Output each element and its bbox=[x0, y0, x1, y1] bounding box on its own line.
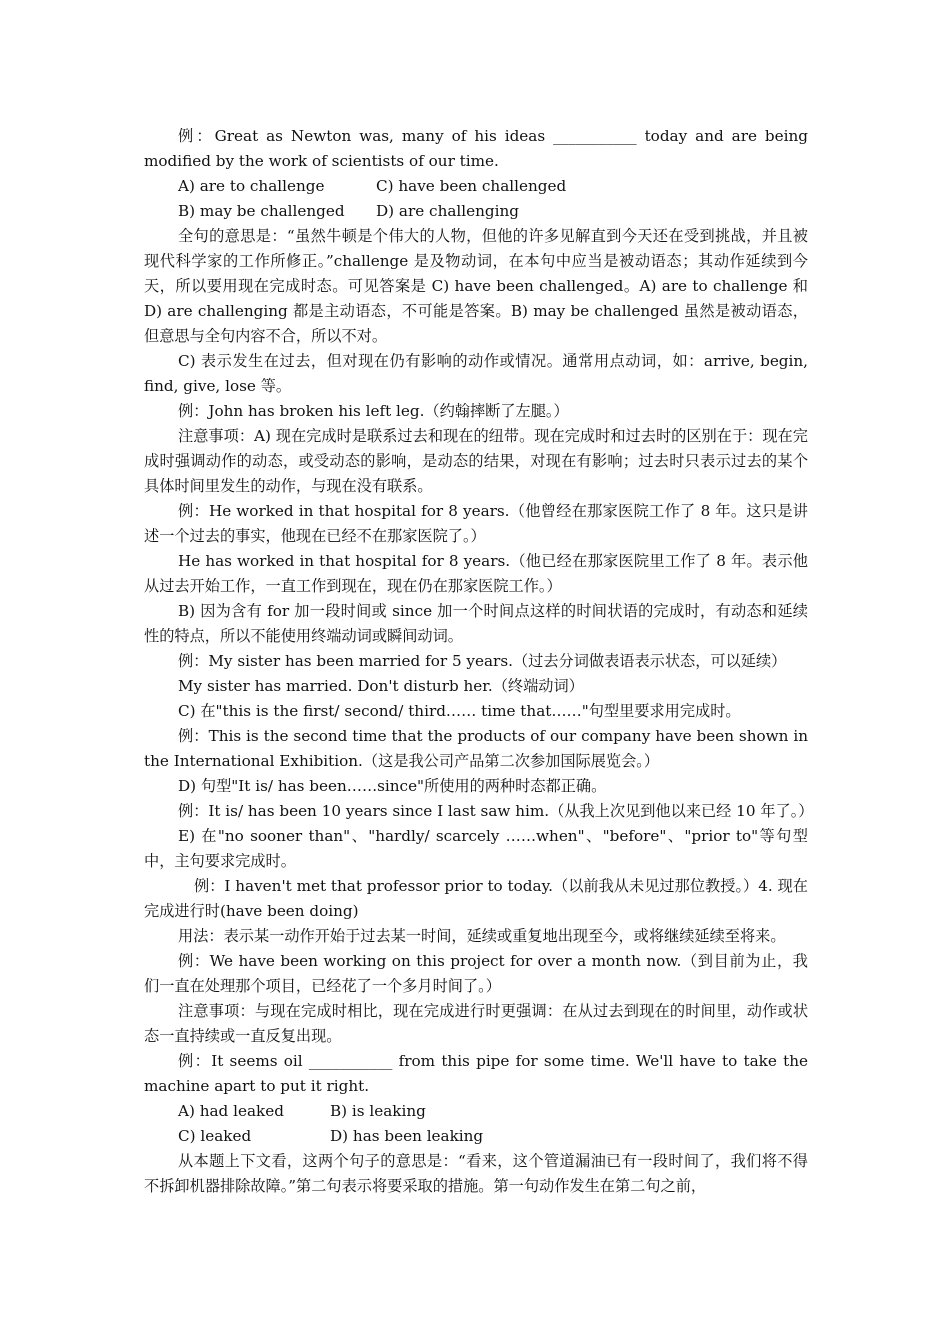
note-paragraph: 注意事项：与现在完成时相比，现在完成进行时更强调：在从过去到现在的时间里，动作或状态一直持续或一直反复出现。 bbox=[144, 1002, 808, 1045]
explanation-paragraph: 从本题上下文看，这两个句子的意思是：“看来，这个管道漏油已有一段时间了，我们将不得不拆卸机器排除故障。”第二句表示将要采取的措施。第一句动作发生在第二句之前， bbox=[144, 1152, 808, 1195]
example-paragraph: 例：We have been working on this project for over a month now.（到目前为止，我们一直在处理那个项目，已经花了一个多月时间了。） bbox=[144, 952, 808, 995]
example-paragraph: 例：I haven't met that professor prior to today.（以前我从未见过那位教授。）4. 现在完成进行时(have been doing) bbox=[144, 877, 808, 920]
example-paragraph: 例：This is the second time that the products of our company have been shown in the International Exhibition.（这是我公司产品第二次参加国际展览会。） bbox=[144, 727, 808, 770]
usage-paragraph: 用法：表示某一动作开始于过去某一时间，延续或重复地出现至今，或将继续延续至将来。 bbox=[178, 927, 786, 945]
option-d: D) has been leaking bbox=[330, 1127, 484, 1145]
rule-paragraph: D) 句型"It is/ has been……since"所使用的两种时态都正确。 bbox=[178, 777, 607, 795]
option-row bbox=[144, 1124, 808, 1149]
note-paragraph: 注意事项：A) 现在完成时是联系过去和现在的纽带。现在完成时和过去时的区别在于：现在完成时强调动作的动态，或受动态的影响，是动态的结果，对现在有影响；过去时只表示过去的某个具体时间里发生的动作，与现在没有联系。 bbox=[144, 427, 808, 495]
option-c: C) have been challenged bbox=[376, 177, 567, 195]
option-row bbox=[144, 199, 808, 224]
example-paragraph: 例：It is/ has been 10 years since I last saw him.（从我上次见到他以来已经 10 年了。） bbox=[178, 802, 814, 820]
option-row bbox=[144, 1099, 808, 1124]
usage-paragraph: C) 表示发生在过去，但对现在仍有影响的动作或情况。通常用点动词，如：arrive, begin, find, give, lose 等。 bbox=[144, 352, 808, 395]
rule-paragraph: E) 在"no sooner than"、"hardly/ scarcely ……when"、"before"、"prior to"等句型中，主句要求完成时。 bbox=[144, 827, 808, 870]
example-paragraph: 例：He worked in that hospital for 8 years.（他曾经在那家医院工作了 8 年。这只是讲述一个过去的事实，他现在已经不在那家医院了。） bbox=[144, 502, 808, 545]
example-paragraph: My sister has married. Don't disturb her.（终端动词） bbox=[178, 677, 584, 695]
option-a: A) are to challenge bbox=[178, 177, 325, 195]
example-question-oil: 例：It seems oil ___________ from this pipe for some time. We'll have to take the machine apart to put it right. bbox=[144, 1052, 808, 1095]
example-paragraph: 例：My sister has been married for 5 years.（过去分词做表语表示状态，可以延续） bbox=[178, 652, 787, 670]
option-d: D) are challenging bbox=[376, 202, 519, 220]
explanation-paragraph: 全句的意思是：“虽然牛顿是个伟大的人物，但他的许多见解直到今天还在受到挑战，并且被现代科学家的工作所修正。”challenge 是及物动词，在本句中应当是被动语态；其动作延续到今天，所以要用现在完成时态。可见答案是 C) have been challenged。A) are to challenge 和 D) are challenging 都是主动语态，不可能是答案。B) may be challenged 虽然是被动语态，但意思与全句内容不合，所以不对。 bbox=[144, 227, 808, 345]
rule-paragraph: B) 因为含有 for 加一段时间或 since 加一个时间点这样的时间状语的完成时，有动态和延续性的特点，所以不能使用终端动词或瞬间动词。 bbox=[144, 602, 808, 645]
option-b: B) may be challenged bbox=[178, 202, 345, 220]
example-question-newton: 例：Great as Newton was, many of his ideas ___________ today and are being modified by the work of scientists of our time. bbox=[144, 127, 808, 170]
option-c: C) leaked bbox=[178, 1127, 252, 1145]
option-row bbox=[144, 174, 808, 199]
option-b: B) is leaking bbox=[330, 1102, 426, 1120]
example-paragraph: He has worked in that hospital for 8 years.（他已经在那家医院里工作了 8 年。表示他从过去开始工作，一直工作到现在，现在仍在那家医院工作。） bbox=[144, 552, 808, 595]
document-body bbox=[144, 124, 814, 1199]
rule-paragraph: C) 在"this is the first/ second/ third…… time that……"句型里要求用完成时。 bbox=[178, 702, 741, 720]
example-paragraph: 例：John has broken his left leg.（约翰摔断了左腿。） bbox=[178, 402, 569, 420]
option-a: A) had leaked bbox=[178, 1102, 284, 1120]
